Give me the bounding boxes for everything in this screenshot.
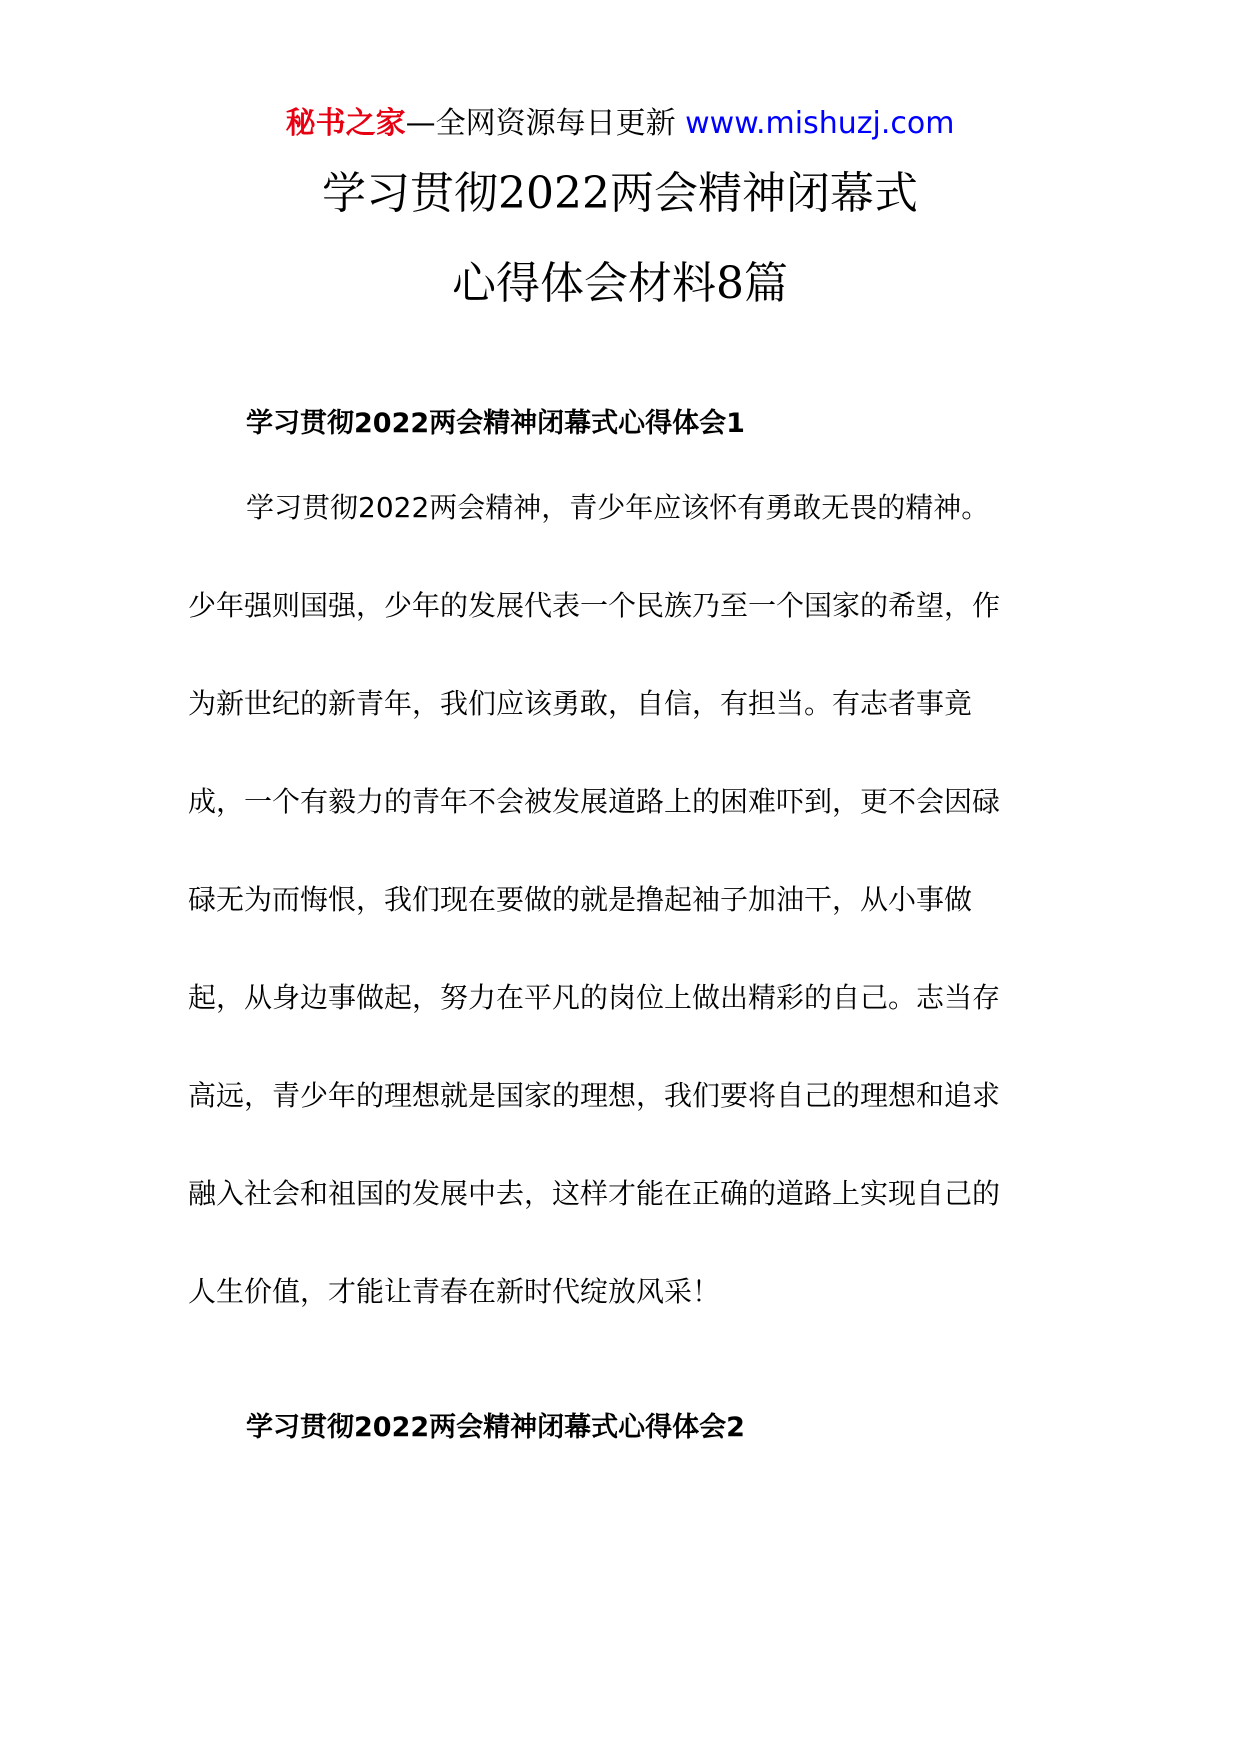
section-heading-2: 学习贯彻2022两会精神闭幕式心得体会2 bbox=[246, 1412, 745, 1443]
site-header bbox=[0, 104, 1240, 144]
paragraph-line: 成，一个有毅力的青年不会被发展道路上的困难吓到，更不会因碌 bbox=[188, 785, 1001, 818]
site-url-link[interactable]: www.mishuzj.com bbox=[685, 106, 955, 141]
brand-name: 秘书之家 bbox=[285, 106, 406, 141]
document-title-line-2: 心得体会材料8篇 bbox=[452, 258, 788, 309]
paragraph-line: 碌无为而悔恨，我们现在要做的就是撸起袖子加油干，从小事做 bbox=[188, 883, 973, 916]
paragraph-line: 起，从身边事做起，努力在平凡的岗位上做出精彩的自己。志当存 bbox=[188, 981, 1001, 1014]
header-tagline: —全网资源每日更新 bbox=[405, 106, 676, 141]
paragraph-line: 融入社会和祖国的发展中去，这样才能在正确的道路上实现自己的 bbox=[188, 1177, 1001, 1210]
paragraph-line: 高远，青少年的理想就是国家的理想，我们要将自己的理想和追求 bbox=[188, 1079, 1001, 1112]
section-heading-1: 学习贯彻2022两会精神闭幕式心得体会1 bbox=[246, 408, 745, 439]
document-title-line-1: 学习贯彻2022两会精神闭幕式 bbox=[322, 168, 918, 219]
paragraph-line: 少年强则国强，少年的发展代表一个民族乃至一个国家的希望，作 bbox=[188, 589, 1001, 622]
paragraph-line: 为新世纪的新青年，我们应该勇敢，自信，有担当。有志者事竟 bbox=[188, 687, 973, 720]
paragraph-line: 学习贯彻2022两会精神，青少年应该怀有勇敢无畏的精神。 bbox=[246, 491, 990, 524]
paragraph-line: 人生价值，才能让青春在新时代绽放风采！ bbox=[188, 1275, 721, 1308]
